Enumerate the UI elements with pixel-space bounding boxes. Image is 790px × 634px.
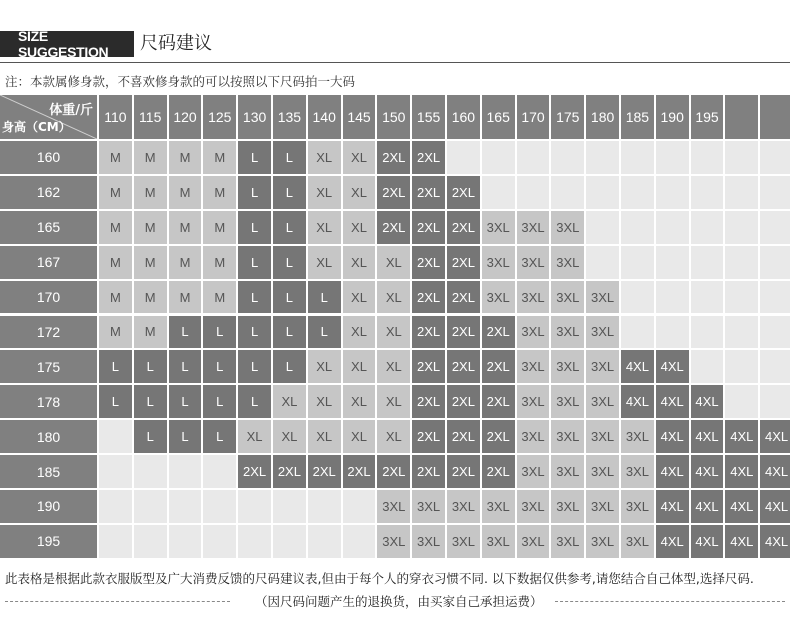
size-cell <box>308 490 341 523</box>
size-cell <box>760 211 790 244</box>
size-cell: 3XL <box>551 490 584 523</box>
size-cell: 2XL <box>447 420 480 453</box>
size-cell <box>656 246 689 279</box>
size-cell: 2XL <box>377 176 410 209</box>
size-cell: 3XL <box>517 281 550 314</box>
size-cell: L <box>238 350 271 383</box>
size-cell: 2XL <box>412 385 445 418</box>
size-cell <box>691 211 724 244</box>
size-cell: 4XL <box>725 490 758 523</box>
size-cell <box>586 211 619 244</box>
height-label-cell: 195 <box>0 525 97 558</box>
weight-header-cell: 110 <box>99 95 132 139</box>
size-cell: M <box>203 176 236 209</box>
size-cell: L <box>238 316 271 349</box>
size-cell: 3XL <box>621 490 654 523</box>
size-cell: M <box>134 176 167 209</box>
size-cell <box>203 455 236 488</box>
size-cell: L <box>238 141 271 174</box>
size-cell <box>725 246 758 279</box>
size-cell: 2XL <box>412 141 445 174</box>
size-cell: 2XL <box>412 281 445 314</box>
size-cell: 2XL <box>343 455 376 488</box>
size-cell <box>621 316 654 349</box>
height-label-cell: 162 <box>0 176 97 209</box>
size-cell: 3XL <box>586 350 619 383</box>
size-cell: XL <box>273 420 306 453</box>
size-cell: L <box>99 385 132 418</box>
size-cell: L <box>273 211 306 244</box>
size-cell <box>691 350 724 383</box>
size-cell: XL <box>377 385 410 418</box>
size-cell <box>169 525 202 558</box>
size-cell: XL <box>308 211 341 244</box>
size-cell <box>586 176 619 209</box>
weight-header-cell <box>725 95 758 139</box>
size-cell: L <box>273 281 306 314</box>
size-cell <box>725 211 758 244</box>
size-cell: M <box>203 246 236 279</box>
weight-header-cell: 130 <box>238 95 271 139</box>
size-cell: L <box>273 316 306 349</box>
weight-header-cell: 140 <box>308 95 341 139</box>
size-cell: XL <box>308 246 341 279</box>
size-cell: 3XL <box>551 316 584 349</box>
height-label-cell: 178 <box>0 385 97 418</box>
size-cell: M <box>99 211 132 244</box>
size-cell <box>621 141 654 174</box>
size-cell: 4XL <box>621 350 654 383</box>
size-cell: L <box>134 385 167 418</box>
dashed-rule-right <box>555 601 785 602</box>
size-cell: 3XL <box>621 420 654 453</box>
size-cell <box>691 281 724 314</box>
weight-header-cell: 145 <box>343 95 376 139</box>
size-cell: M <box>169 246 202 279</box>
size-cell <box>656 316 689 349</box>
size-cell: 3XL <box>621 455 654 488</box>
height-label-cell: 190 <box>0 490 97 523</box>
size-cell: M <box>134 246 167 279</box>
size-cell: 4XL <box>760 525 790 558</box>
size-cell: 4XL <box>656 385 689 418</box>
weight-axis-label: 体重/斤 <box>49 103 93 118</box>
size-cell: XL <box>308 141 341 174</box>
size-cell: 3XL <box>482 490 515 523</box>
size-cell <box>760 350 790 383</box>
size-cell: 3XL <box>586 455 619 488</box>
size-cell: 2XL <box>447 211 480 244</box>
size-cell: 2XL <box>238 455 271 488</box>
size-cell: L <box>134 420 167 453</box>
weight-header-cell <box>760 95 790 139</box>
size-cell <box>169 455 202 488</box>
size-cell: 4XL <box>760 490 790 523</box>
size-cell: M <box>169 141 202 174</box>
size-cell: XL <box>343 316 376 349</box>
size-cell: XL <box>377 316 410 349</box>
size-cell: L <box>169 316 202 349</box>
size-cell: 2XL <box>273 455 306 488</box>
weight-header-cell: 185 <box>621 95 654 139</box>
size-cell: 3XL <box>586 281 619 314</box>
size-cell <box>343 525 376 558</box>
weight-header-cell: 120 <box>169 95 202 139</box>
size-cell: L <box>169 420 202 453</box>
size-cell: XL <box>343 385 376 418</box>
size-cell <box>238 490 271 523</box>
size-cell: 3XL <box>551 281 584 314</box>
size-cell: L <box>273 141 306 174</box>
size-cell: 2XL <box>447 350 480 383</box>
size-cell: L <box>169 350 202 383</box>
size-cell: 4XL <box>691 455 724 488</box>
size-cell: 2XL <box>412 455 445 488</box>
size-cell: M <box>169 211 202 244</box>
size-cell: 4XL <box>656 455 689 488</box>
size-cell <box>134 490 167 523</box>
height-label-cell: 165 <box>0 211 97 244</box>
size-cell <box>725 316 758 349</box>
size-cell: 2XL <box>412 350 445 383</box>
size-cell <box>760 176 790 209</box>
size-cell: XL <box>343 141 376 174</box>
size-cell: 2XL <box>482 385 515 418</box>
size-cell: 3XL <box>412 525 445 558</box>
size-cell: L <box>238 176 271 209</box>
size-cell: 4XL <box>760 455 790 488</box>
size-cell: L <box>134 350 167 383</box>
size-cell <box>99 490 132 523</box>
size-cell: M <box>134 211 167 244</box>
size-cell: 3XL <box>447 525 480 558</box>
size-cell <box>691 246 724 279</box>
size-cell: 4XL <box>725 455 758 488</box>
size-cell: 4XL <box>691 525 724 558</box>
size-cell: XL <box>377 281 410 314</box>
header-separator <box>131 31 134 57</box>
size-cell: 2XL <box>447 385 480 418</box>
size-cell: 3XL <box>482 211 515 244</box>
size-cell: 3XL <box>551 420 584 453</box>
disclaimer-text: 此表格是根据此款衣服版型及广大消费反馈的尺码建议表,但由于每个人的穿衣习惯不同. 以下数据仅供参考,请您结合自己体型,选择尺码. <box>5 571 754 586</box>
size-cell: 2XL <box>447 455 480 488</box>
size-cell: XL <box>308 385 341 418</box>
page-title: 尺码建议 <box>140 33 212 54</box>
size-cell: 2XL <box>447 281 480 314</box>
size-cell: XL <box>343 281 376 314</box>
size-cell: 3XL <box>517 455 550 488</box>
fit-note: 注：本款属修身款，不喜欢修身款的可以按照以下尺码拍一大码 <box>5 74 356 89</box>
size-cell <box>656 141 689 174</box>
dashed-rule-left <box>5 601 230 602</box>
size-cell: XL <box>377 420 410 453</box>
size-cell: L <box>203 350 236 383</box>
size-cell: 2XL <box>447 176 480 209</box>
size-cell <box>725 176 758 209</box>
weight-header-cell: 175 <box>551 95 584 139</box>
size-cell: M <box>134 316 167 349</box>
size-cell: 3XL <box>551 211 584 244</box>
size-cell: M <box>99 176 132 209</box>
size-cell: XL <box>308 176 341 209</box>
size-cell: 3XL <box>551 246 584 279</box>
size-cell: 3XL <box>586 385 619 418</box>
size-cell: M <box>134 281 167 314</box>
size-cell <box>517 141 550 174</box>
size-cell <box>760 281 790 314</box>
size-cell: M <box>99 281 132 314</box>
size-cell: L <box>308 281 341 314</box>
size-cell: 2XL <box>412 176 445 209</box>
size-cell: 3XL <box>517 246 550 279</box>
size-cell: 3XL <box>377 525 410 558</box>
size-cell: L <box>308 316 341 349</box>
size-cell: 4XL <box>621 385 654 418</box>
size-cell: 3XL <box>517 490 550 523</box>
size-cell <box>725 141 758 174</box>
size-cell: 4XL <box>656 420 689 453</box>
size-cell <box>725 350 758 383</box>
height-axis-label: 身高（CM） <box>2 120 71 134</box>
size-cell: 3XL <box>517 525 550 558</box>
weight-header-cell: 180 <box>586 95 619 139</box>
size-cell: 2XL <box>482 316 515 349</box>
size-cell <box>656 176 689 209</box>
size-cell <box>203 490 236 523</box>
size-cell <box>447 141 480 174</box>
size-cell: 3XL <box>447 490 480 523</box>
size-cell: XL <box>308 420 341 453</box>
size-cell: 2XL <box>412 316 445 349</box>
height-label-cell: 172 <box>0 316 97 349</box>
height-label-cell: 160 <box>0 141 97 174</box>
size-cell: 3XL <box>517 420 550 453</box>
height-label-cell: 175 <box>0 350 97 383</box>
size-cell: 4XL <box>656 350 689 383</box>
size-cell: 3XL <box>412 490 445 523</box>
weight-header-cell: 190 <box>656 95 689 139</box>
size-cell: 3XL <box>551 455 584 488</box>
size-cell <box>691 141 724 174</box>
size-cell <box>760 385 790 418</box>
size-cell: XL <box>343 350 376 383</box>
size-cell <box>760 316 790 349</box>
size-cell <box>621 176 654 209</box>
size-cell: L <box>203 420 236 453</box>
size-cell: XL <box>308 350 341 383</box>
weight-header-cell: 135 <box>273 95 306 139</box>
size-cell <box>134 525 167 558</box>
size-cell <box>621 211 654 244</box>
size-cell: 4XL <box>760 420 790 453</box>
size-cell: 4XL <box>691 490 724 523</box>
height-label-cell: 167 <box>0 246 97 279</box>
size-cell: 3XL <box>517 316 550 349</box>
height-label-cell: 180 <box>0 420 97 453</box>
weight-header-cell: 115 <box>134 95 167 139</box>
size-cell: 2XL <box>482 350 515 383</box>
size-cell: 2XL <box>412 246 445 279</box>
size-cell: 3XL <box>517 211 550 244</box>
size-cell: 2XL <box>377 455 410 488</box>
size-cell: L <box>238 385 271 418</box>
size-cell: 3XL <box>586 316 619 349</box>
size-cell <box>725 281 758 314</box>
height-label-cell: 185 <box>0 455 97 488</box>
size-cell: 4XL <box>656 525 689 558</box>
size-cell <box>551 141 584 174</box>
size-cell: 2XL <box>482 455 515 488</box>
size-cell <box>99 420 132 453</box>
size-cell: 3XL <box>551 350 584 383</box>
size-cell: 4XL <box>725 420 758 453</box>
table-corner-header <box>0 95 97 139</box>
size-cell: L <box>203 385 236 418</box>
size-suggestion-badge: SIZE SUGGESTION <box>0 31 133 57</box>
size-cell <box>691 176 724 209</box>
size-cell <box>551 176 584 209</box>
size-cell: M <box>99 246 132 279</box>
size-cell: 4XL <box>691 420 724 453</box>
return-policy-text: （因尺码问题产生的退换货，由买家自己承担运费） <box>255 594 543 609</box>
size-cell <box>99 455 132 488</box>
size-cell <box>621 281 654 314</box>
size-cell: 3XL <box>482 281 515 314</box>
size-cell <box>343 490 376 523</box>
weight-header-cell: 150 <box>377 95 410 139</box>
size-cell: M <box>134 141 167 174</box>
size-cell <box>656 281 689 314</box>
size-cell <box>621 246 654 279</box>
size-cell <box>203 525 236 558</box>
header-rule <box>0 62 790 63</box>
size-cell: 3XL <box>621 525 654 558</box>
size-cell: M <box>203 141 236 174</box>
size-cell <box>308 525 341 558</box>
size-cell: 4XL <box>656 490 689 523</box>
size-cell <box>238 525 271 558</box>
size-cell <box>273 490 306 523</box>
size-cell: L <box>273 176 306 209</box>
size-cell: 3XL <box>586 525 619 558</box>
size-cell: XL <box>377 350 410 383</box>
size-cell: 3XL <box>482 525 515 558</box>
size-cell: 4XL <box>725 525 758 558</box>
size-cell <box>517 176 550 209</box>
size-cell: 3XL <box>551 385 584 418</box>
weight-header-cell: 195 <box>691 95 724 139</box>
size-cell <box>482 141 515 174</box>
size-cell: 2XL <box>412 211 445 244</box>
size-cell: XL <box>343 420 376 453</box>
size-cell: L <box>203 316 236 349</box>
size-cell <box>586 246 619 279</box>
weight-header-cell: 155 <box>412 95 445 139</box>
size-cell <box>586 141 619 174</box>
size-cell: 2XL <box>308 455 341 488</box>
size-cell: 2XL <box>482 420 515 453</box>
height-label-cell: 170 <box>0 281 97 314</box>
size-cell: 2XL <box>377 211 410 244</box>
size-cell: L <box>238 281 271 314</box>
size-cell: M <box>169 281 202 314</box>
size-cell: XL <box>377 246 410 279</box>
size-cell: 2XL <box>447 316 480 349</box>
size-cell: L <box>238 246 271 279</box>
size-cell: 3XL <box>586 490 619 523</box>
size-cell: L <box>273 350 306 383</box>
size-cell: M <box>99 141 132 174</box>
size-cell <box>656 211 689 244</box>
size-cell: M <box>203 211 236 244</box>
size-cell: L <box>273 246 306 279</box>
size-cell: XL <box>343 211 376 244</box>
size-cell: M <box>99 316 132 349</box>
weight-header-cell: 165 <box>482 95 515 139</box>
size-cell: 3XL <box>586 420 619 453</box>
size-cell: L <box>99 350 132 383</box>
size-cell <box>691 316 724 349</box>
size-cell <box>169 490 202 523</box>
size-cell <box>760 246 790 279</box>
size-cell: M <box>203 281 236 314</box>
size-cell: L <box>238 211 271 244</box>
size-cell <box>134 455 167 488</box>
size-cell: 4XL <box>691 385 724 418</box>
weight-header-cell: 170 <box>517 95 550 139</box>
size-cell: 2XL <box>377 141 410 174</box>
size-cell <box>725 385 758 418</box>
size-cell: 3XL <box>517 385 550 418</box>
size-cell <box>482 176 515 209</box>
size-cell: XL <box>343 246 376 279</box>
size-cell: XL <box>343 176 376 209</box>
size-cell: M <box>169 176 202 209</box>
size-cell: 2XL <box>447 246 480 279</box>
size-cell: 3XL <box>377 490 410 523</box>
size-cell <box>760 141 790 174</box>
size-cell: 3XL <box>517 350 550 383</box>
size-cell: L <box>169 385 202 418</box>
size-cell <box>273 525 306 558</box>
size-cell <box>99 525 132 558</box>
weight-header-cell: 160 <box>447 95 480 139</box>
size-cell: 2XL <box>412 420 445 453</box>
size-cell: XL <box>273 385 306 418</box>
size-cell: 3XL <box>551 525 584 558</box>
weight-header-cell: 125 <box>203 95 236 139</box>
size-cell: 3XL <box>482 246 515 279</box>
size-cell: XL <box>238 420 271 453</box>
